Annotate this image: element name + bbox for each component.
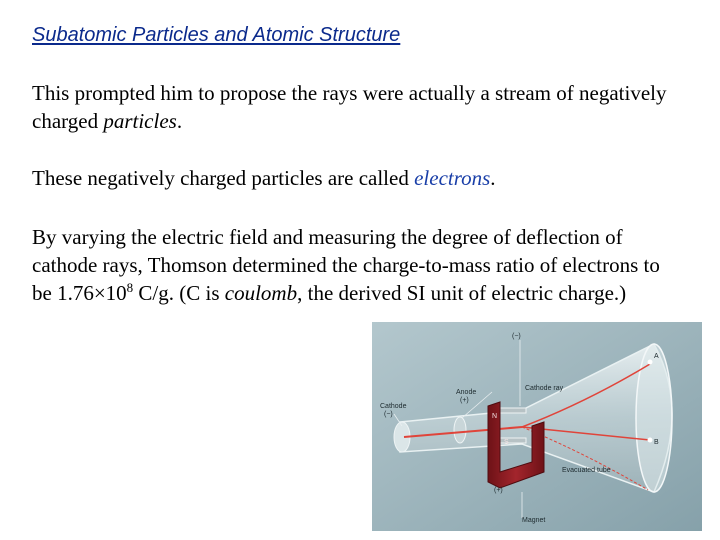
- point-a-marker: [648, 360, 653, 365]
- tube-screen: [636, 344, 672, 492]
- label-anode: Anode: [456, 389, 477, 396]
- p2-end: .: [490, 166, 496, 190]
- p1-end: .: [176, 109, 183, 133]
- label-evacuated-tube: Evacuated tube: [562, 467, 611, 474]
- upper-plate: [500, 408, 526, 413]
- label-a: A: [654, 353, 659, 360]
- p3-exponent: 8: [126, 280, 134, 295]
- p3-emphasis-coulomb: coulomb: [224, 281, 298, 305]
- label-n-pole: N: [492, 413, 498, 420]
- p1-emphasis-particles: particles: [103, 109, 177, 133]
- p3-part1: By varying the electric field and measuring the degree of deflection of cathode rays, Thomson determined the charge-to-mass ratio of electrons to be 1.76×10: [32, 225, 660, 305]
- p2-emphasis-electrons: electrons: [414, 166, 491, 190]
- p3-part3: , the derived SI unit of electric charge.): [297, 281, 627, 305]
- p3-part2: C/g. (C is: [133, 281, 225, 305]
- label-magnet: Magnet: [522, 517, 546, 524]
- slide-title: Subatomic Particles and Atomic Structure: [32, 24, 401, 46]
- cathode-ray-tube-figure: [372, 322, 702, 531]
- anode-disc: [454, 417, 466, 443]
- p1-text: This prompted him to propose the rays were actually a stream of negatively charged: [32, 81, 667, 133]
- p2-text: These negatively charged particles are called: [32, 166, 415, 190]
- label-minus-top: (−): [512, 333, 521, 340]
- paragraph-proposal: [32, 79, 682, 135]
- label-cathode-sign: (−): [384, 411, 393, 418]
- label-s-pole: S: [504, 439, 509, 446]
- paragraph-charge-to-mass: [32, 223, 682, 307]
- label-cathode-ray: Cathode ray: [525, 385, 564, 392]
- paragraph-electrons: [32, 164, 682, 192]
- label-cathode: Cathode: [380, 403, 407, 410]
- cathode-ray-tube-illustration: [372, 322, 702, 531]
- label-anode-sign: (+): [460, 397, 469, 404]
- label-plus-bottom: (+): [494, 487, 503, 494]
- label-b: B: [654, 439, 659, 446]
- point-b-marker: [648, 438, 653, 443]
